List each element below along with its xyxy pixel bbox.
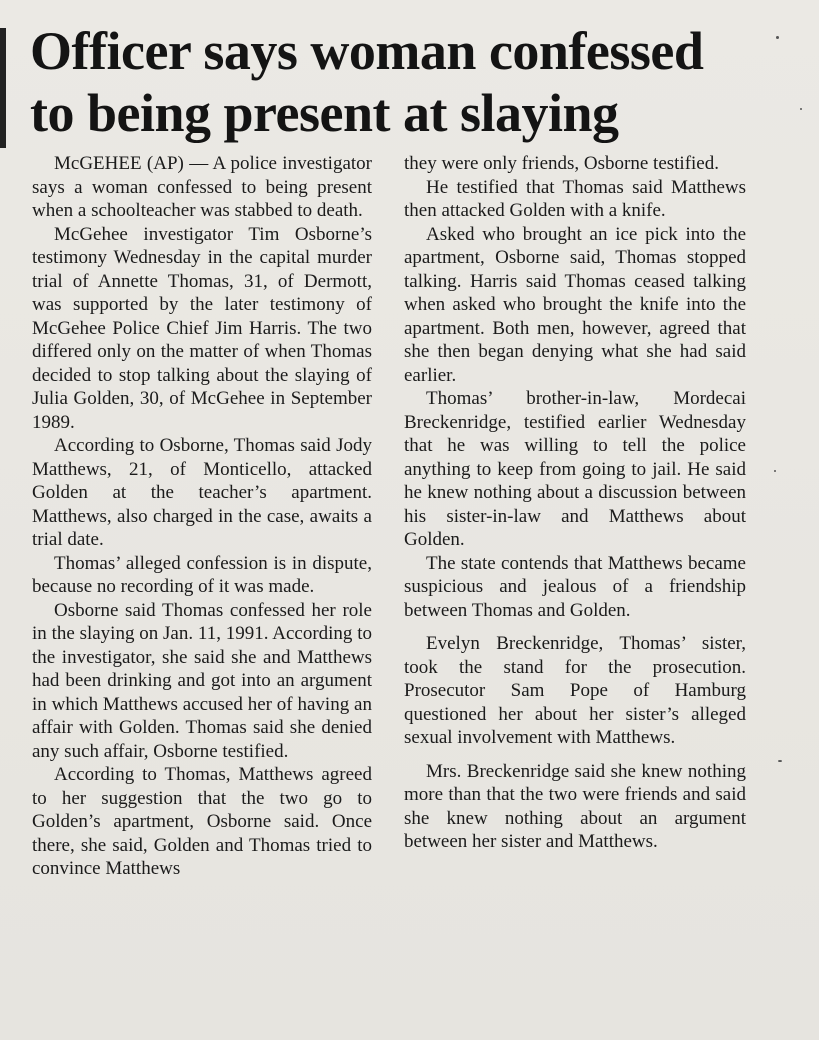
print-speck	[800, 108, 802, 110]
article-column-right	[404, 152, 746, 854]
print-speck	[774, 470, 776, 472]
headline	[30, 20, 790, 144]
paragraph: Asked who brought an ice pick into the apartment, Osborne said, Thomas stopped talking. Harris said Thomas ceased talking when asked who brought the knife into the apartment. Both men, however, agreed that she then began denying what she had said earlier.	[404, 223, 746, 386]
headline-line-1: Officer says woman confessed	[30, 21, 704, 81]
paragraph: McGEHEE (AP) — A police investigator says a woman confessed to being present when a schoolteacher was stabbed to death.	[32, 153, 372, 221]
paragraph: According to Osborne, Thomas said Jody Matthews, 21, of Monticello, attacked Golden at the teacher’s apartment. Matthews, also charged in the case, awaits a trial date.	[32, 435, 372, 550]
paragraph: they were only friends, Osborne testified.	[404, 153, 719, 174]
paragraph: According to Thomas, Matthews agreed to her suggestion that the two go to Golden’s apartment, Osborne said. Once there, she said, Golden and Thomas tried to convince Matthews	[32, 764, 372, 879]
paragraph: Osborne said Thomas confessed her role in the slaying on Jan. 11, 1991. According to the investigator, she said she and Matthews had been drinking and got into an argument in which Matthews accused her of having an affair with Golden. Thomas said she denied any such affair, Osborne testified.	[32, 599, 372, 762]
paragraph: He testified that Thomas said Matthews then attacked Golden with a knife.	[404, 176, 746, 221]
article-column-left	[32, 152, 372, 881]
clipping-edge-rule	[0, 28, 6, 148]
paragraph: The state contends that Matthews became suspicious and jealous of a friendship between Thomas and Golden.	[404, 552, 746, 621]
print-speck	[776, 36, 779, 39]
paragraph: Evelyn Breckenridge, Thomas’ sister, took the stand for the prosecution. Prosecutor Sam Pope of Hamburg questioned her about her sister’s alleged sexual involvement with Matthews.	[404, 633, 746, 748]
print-speck	[778, 760, 782, 762]
paragraph: Mrs. Breckenridge said she knew nothing more than that the two were friends and said she knew nothing about an argument between her sister and Matthews.	[404, 760, 746, 852]
paragraph: McGehee investigator Tim Osborne’s testimony Wednesday in the capital murder trial of Annette Thomas, 31, of Dermott, was supported by the later testimony of McGehee Police Chief Jim Harris. The two differed only on the matter of when Thomas decided to stop talking about the slaying of Julia Golden, 30, of McGehee in September 1989.	[32, 223, 372, 433]
headline-line-2: to being present at slaying	[30, 83, 619, 143]
paragraph: Thomas’ alleged confession is in dispute, because no recording of it was made.	[32, 552, 372, 597]
paragraph: Thomas’ brother-in-law, Mordecai Breckenridge, testified earlier Wednesday that he was willing to tell the police anything to keep from going to jail. He said he knew nothing about a discussion between his sister-in-law and Matthews about Golden.	[404, 388, 746, 550]
